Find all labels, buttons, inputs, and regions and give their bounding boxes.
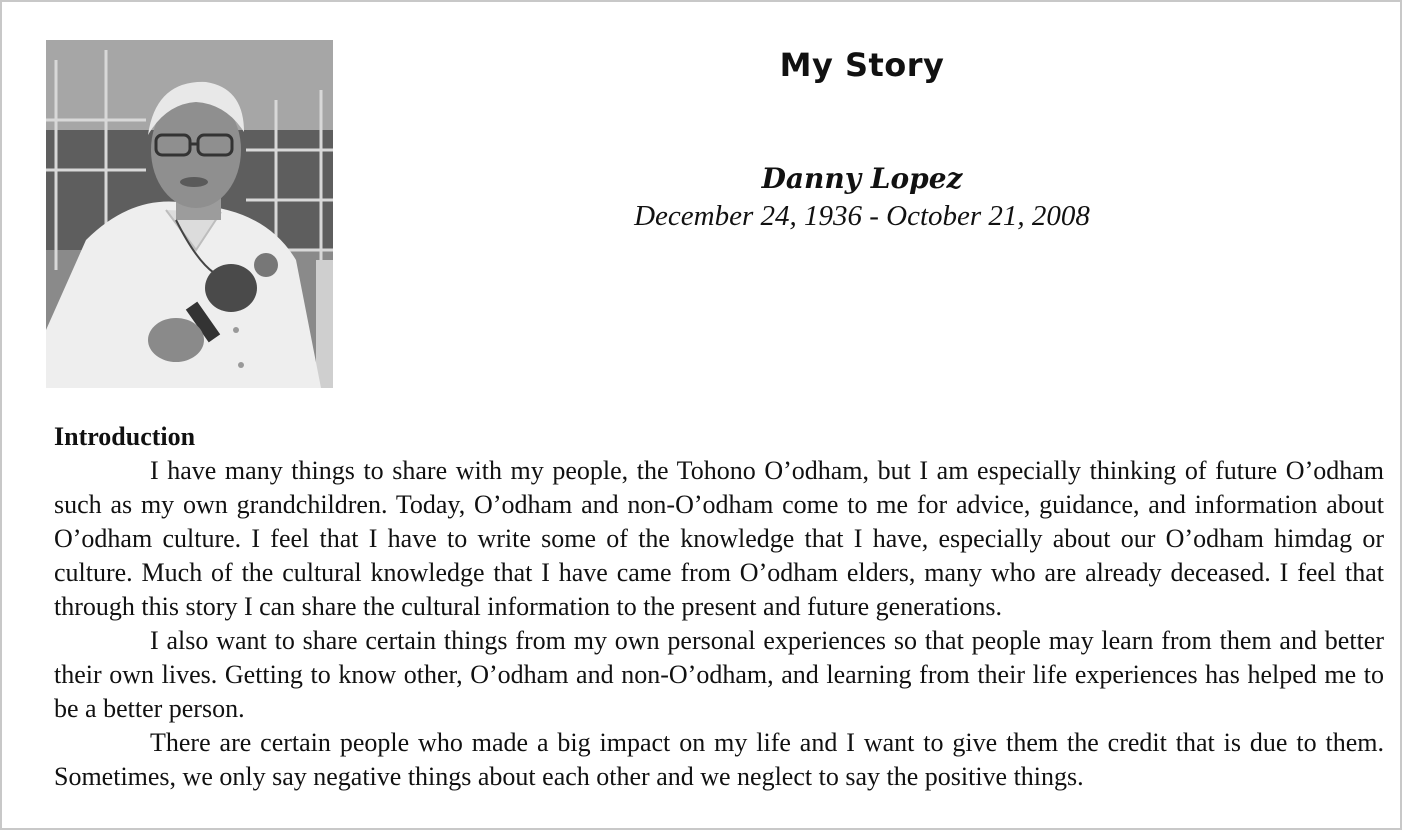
paragraph: I have many things to share with my people, the Tohono O’odham, but I am especially thinking of future O’odham such as my own grandchildren. Today, O’odham and non-O’odham come to me for advice, guidance, and information about O’odham culture. I feel that I have to write some of the knowledge that I have, especially about our O’odham himdag or culture. Much of the cultural knowledge that I have came from O’odham elders, many who are already deceased. I feel that through this story I can share the cultural information to the present and future generations.: [54, 456, 1384, 621]
author-name: Danny Lopez: [761, 162, 963, 195]
life-dates: December 24, 1936 - October 21, 2008: [634, 200, 1090, 232]
paragraph: I also want to share certain things from my own personal experiences so that people may learn from them and better their own lives. Getting to know other, O’odham and non-O’odham, and learning from their life experiences has helped me to be a better person.: [54, 626, 1384, 723]
document-title: My Story: [779, 46, 945, 84]
portrait-photo: [46, 40, 333, 388]
body-text: [54, 454, 1384, 794]
section-heading: Introduction: [54, 422, 196, 451]
paragraph: There are certain people who made a big impact on my life and I want to give them the credit that is due to them. Sometimes, we only say negative things about each other and we neglect to say the positive things.: [54, 728, 1384, 791]
